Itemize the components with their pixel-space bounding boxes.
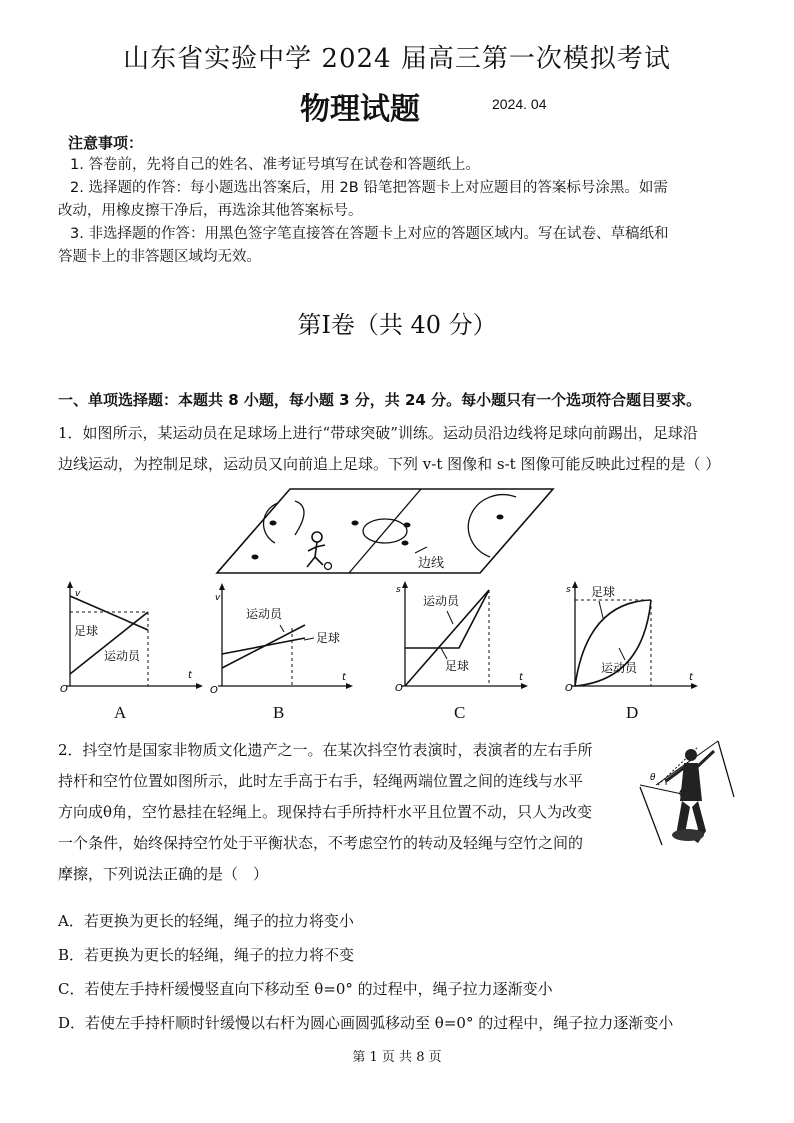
graph-a-x-arrow	[196, 683, 203, 689]
spot-6	[497, 515, 504, 520]
option-label-c: C	[454, 703, 466, 722]
question-2	[58, 735, 633, 890]
graph-d-x-label: t	[689, 672, 693, 683]
question-1	[58, 418, 784, 480]
section-heading: 一、单项选择题：本题共 8 小题，每小题 3 分，共 24 分。每小题只有一个选项符合题目要求。	[58, 391, 702, 409]
field-halfway-line	[349, 489, 421, 573]
question-1-line-1: 1．如图所示，某运动员在足球场上进行“带球突破”训练。运动员沿边线将足球向前踢出，足球沿	[58, 424, 698, 442]
question-1-line-2: 边线运动，为控制足球，运动员又向前追上足球。下列 v-t 图像和 s-t 图像可能反映此过程的是（ ）	[58, 455, 721, 473]
exam-date: 2024. 04	[492, 96, 547, 112]
graph-a-y-label: v	[75, 589, 81, 599]
graph-c-origin: O	[395, 683, 403, 691]
graph-c-x-arrow	[521, 683, 528, 689]
graph-c-athlete-leader	[447, 611, 453, 624]
graph-a-athlete-label: 运动员	[104, 649, 141, 663]
graph-c-ball-label: 足球	[445, 659, 470, 673]
graph-c	[393, 576, 543, 691]
graph-b	[210, 580, 360, 695]
graph-d-y-arrow	[572, 581, 578, 588]
graph-b-ball-label: 足球	[316, 631, 341, 645]
page-footer: 第 1 页 共 8 页	[352, 1050, 442, 1065]
subject-title: 物理试题	[300, 92, 420, 127]
left-goal-arc	[295, 501, 304, 535]
left-stick	[718, 741, 734, 797]
note-2b: 改动，用橡皮擦干净后，再选涂其他答案标号。	[58, 203, 363, 219]
soccer-field-figure	[215, 487, 555, 577]
question-2-line-3: 方向成θ角，空竹悬挂在轻绳上。现保持右手所持杆水平且位置不动，只人为改变	[58, 803, 593, 821]
note-3b: 答题卡上的非答题区域均无效。	[58, 249, 261, 265]
question-2-line-2: 持杆和空竹位置如图所示，此时左手高于右手，轻绳两端位置之间的连线与水平	[58, 772, 584, 790]
notes-block	[58, 154, 778, 269]
graph-a-athlete-line	[70, 612, 148, 674]
graph-b-y-label: v	[215, 593, 221, 603]
question-2-line-1: 2．抖空竹是国家非物质文化遗产之一。在某次抖空竹表演时，表演者的左右手所	[58, 741, 593, 759]
spot-5	[404, 523, 411, 528]
spot-4	[402, 541, 409, 546]
graph-d-origin: O	[565, 683, 573, 691]
spot-1	[270, 521, 277, 526]
spot-3	[352, 521, 359, 526]
right-penalty-arc	[468, 495, 516, 557]
diabolo-figure	[636, 735, 744, 860]
graph-d-x-arrow	[691, 683, 698, 689]
graph-b-athlete-label: 运动员	[246, 607, 283, 621]
graph-d	[563, 576, 708, 691]
graph-a-x-label: t	[188, 670, 192, 681]
exam-title: 山东省实验中学 2024 届高三第一次模拟考试	[123, 44, 671, 74]
graph-a-ball-label: 足球	[74, 624, 99, 638]
option-c: C．若使左手持杆缓慢竖直向下移动至 θ=0° 的过程中，绳子拉力逐渐变小	[58, 980, 553, 998]
graph-c-y-label: s	[396, 585, 401, 595]
note-3a: 3. 非选择题的作答：用黑色签字笔直接答在答题卡上对应的答题区域内。写在试卷、草稿纸和	[70, 226, 669, 242]
graph-d-athlete-label: 运动员	[601, 661, 638, 675]
graph-b-ball-line	[222, 638, 305, 654]
performer-icon	[666, 749, 714, 843]
label-leader	[415, 547, 427, 553]
graph-b-x-arrow	[346, 683, 353, 689]
graph-c-y-arrow	[402, 581, 408, 588]
graph-a-y-arrow	[67, 581, 73, 588]
graph-c-athlete-label: 运动员	[423, 594, 460, 608]
graph-c-ball-leader	[441, 648, 447, 659]
theta-symbol: θ	[650, 773, 656, 783]
graph-d-ball-leader	[599, 601, 603, 618]
question-2-line-4: 一个条件，始终保持空竹处于平衡状态，不考虑空竹的转动及轻绳与空竹之间的	[58, 834, 584, 852]
graph-d-ball-label: 足球	[591, 585, 616, 599]
spot-2	[252, 555, 259, 560]
notes-title: 注意事项：	[68, 134, 144, 152]
ball-icon	[325, 563, 332, 570]
graph-b-x-label: t	[342, 672, 346, 683]
option-label-d: D	[626, 703, 639, 722]
volume-title: 第Ⅰ卷（共 40 分）	[297, 311, 497, 339]
graph-b-origin: O	[210, 685, 218, 695]
graph-b-ball-leader	[304, 638, 314, 640]
option-b: B．若更换为更长的轻绳，绳子的拉力将不变	[58, 946, 355, 964]
question-2-line-5: 摩擦，下列说法正确的是（ ）	[58, 865, 269, 883]
note-2a: 2. 选择题的作答：每小题选出答案后，用 2B 铅笔把答题卡上对应题目的答案标号涂黑。如需	[70, 180, 668, 196]
option-a: A．若更换为更长的轻绳，绳子的拉力将变小	[58, 912, 354, 930]
right-stick	[640, 787, 662, 845]
graph-a-origin: O	[60, 684, 68, 693]
graph-b-athlete-leader	[280, 625, 284, 632]
graph-a	[60, 578, 210, 693]
option-label-a: A	[114, 703, 127, 722]
field-sideline-label: 边线	[418, 556, 445, 571]
runner-icon	[307, 532, 325, 567]
graph-b-y-arrow	[219, 583, 225, 590]
option-label-b: B	[273, 703, 285, 722]
option-d: D．若使左手持杆顺时针缓慢以右杆为圆心画圆弧移动至 θ=0° 的过程中，绳子拉力逐渐变小	[58, 1014, 674, 1032]
graph-d-y-label: s	[566, 585, 571, 595]
graph-d-athlete-leader	[619, 648, 625, 660]
note-1: 1. 答卷前，先将自己的姓名、准考证号填写在试卷和答题纸上。	[70, 157, 480, 173]
graph-c-x-label: t	[519, 672, 523, 683]
